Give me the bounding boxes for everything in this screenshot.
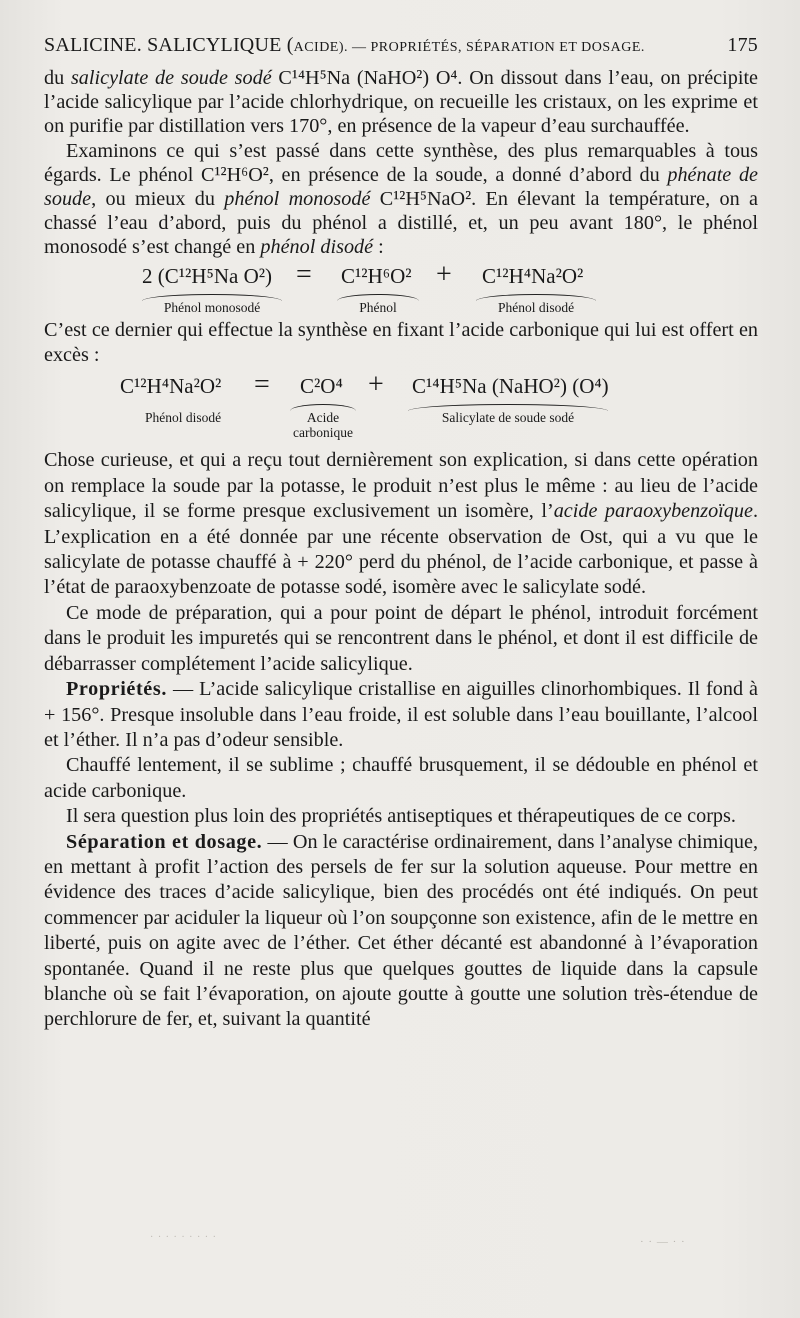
- compound-label: Phénol disodé: [144, 410, 222, 426]
- compound-label: Phénol disodé: [497, 299, 575, 315]
- plus-sign: +: [368, 369, 384, 401]
- paragraph-3: C’est ce dernier qui effectue la synthèse en fixant l’acide carbonique qui lui est offert en excès :: [44, 318, 758, 367]
- section-heading: Séparation et dosage.: [66, 830, 263, 853]
- page-body: [44, 66, 758, 1033]
- paragraph-8: Il sera question plus loin des propriétés antiseptiques et thérapeutiques de ce corps.: [66, 805, 736, 828]
- paragraph-7: Chauffé lentement, il se sublime ; chauffé brusquement, il se dédouble en phénol et acide carbonique.: [44, 754, 758, 802]
- bleed-through-mark: · · — · ·: [640, 1236, 686, 1248]
- paragraph-4: Chose curieuse, et qui a reçu tout dernièrement son explication, si dans cette opération on remplace la soude par la potasse, le produit n’est plus le même : au lieu de l’acide salicylique, il se forme presque exclusivement un isomère, l’acide paraoxybenzoïque. L’explication en a été donnée par une récente observation de Ost, qui a vu que le salicylate de potasse chauffé à + 220° perd du phénol, de l’acide carbonique, et passe à l’état de paraoxybenzoate de potasse sodé, isomère avec le salicylate sodé.: [44, 449, 758, 599]
- equation-term: C¹²H⁶O²: [341, 263, 412, 288]
- page-number: 175: [727, 34, 758, 56]
- equals-sign: =: [296, 258, 312, 290]
- equation-term: C¹²H⁴Na²O²: [120, 374, 222, 399]
- paragraph-separation: Séparation et dosage. — On le caractérise ordinairement, dans l’analyse chimique, en mettant à profit l’action des persels de fer sur la solution aqueuse. Pour mettre en évidence des traces d’acide salicylique, bien des procédés ont été indiqués. On peut commencer par aciduler la liqueur où l’on soupçonne son existence, afin de le mettre en liberté, puis on agite avec de l’éther. Cet éther décanté est abandonné à l’évaporation spontanée. Quand il ne reste plus que quelques gouttes de liquide dans la capsule blanche où se fait l’évaporation, on ajoute goutte à goutte une solution très-étendue de perchlorure de fer, et, suivant la quantité: [44, 830, 758, 1031]
- paragraph-proprietes: Propriétés. — L’acide salicylique cristallise en aiguilles clinorhombiques. Il fond à + 156°. Presque insoluble dans l’eau froide, il est soluble dans l’eau bouillante, l’alcool et l’éther. Il n’a pas d’odeur sensible.: [44, 678, 758, 751]
- equation-term: C¹²H⁴Na²O²: [482, 263, 584, 288]
- running-header: [44, 34, 758, 64]
- paragraph-2: Examinons ce qui s’est passé dans cette synthèse, des plus remarquables à tous égards. Le phénol C¹²H⁶O², en présence de la soude, a donné d’abord du phénate de soude, ou mieux du phénol monosodé C¹²H⁵NaO². En élevant la température, on a chassé l’eau d’abord, puis du phénol a distillé, et, un peu avant 180°, le phénol monosodé s’est changé en phénol disodé :: [44, 139, 758, 259]
- section-heading: Propriétés.: [66, 678, 167, 701]
- equation-term: C¹⁴H⁵Na (NaHO²) (O⁴): [412, 374, 609, 399]
- equation-term: C²O⁴: [300, 374, 343, 399]
- equation-term: 2 (C¹²H⁵Na O²): [142, 263, 273, 288]
- bleed-through-text: · · · · · · · · ·: [150, 1232, 217, 1243]
- equation-phenol-disode: [44, 258, 758, 318]
- compound-label: Salicylate de soude sodé: [441, 410, 575, 426]
- paragraph-5: Ce mode de préparation, qui a pour point de départ le phénol, introduit forcément dans le produit les impuretés qui se rencontrent dans le phénol, et dont il est difficile de débarrasser complétement l’acide salicylique.: [44, 601, 758, 675]
- plus-sign: +: [436, 258, 452, 290]
- compound-label: Phénol: [359, 299, 397, 315]
- paragraph-1: du salicylate de soude sodé C¹⁴H⁵Na (NaHO²) O⁴. On dissout dans l’eau, on précipite l’acide salicylique par l’acide chlorhydrique, on recueille les cristaux, on les exprime et on purifie par distillation vers 170°, en présence de la vapeur d’eau surchauffée.: [44, 67, 759, 138]
- compound-label: Acide carbonique: [293, 410, 353, 441]
- equals-sign: =: [254, 369, 270, 401]
- running-title: SALICINE. SALICYLIQUE (ACIDE). — PROPRIÉTÉS, SÉPARATION ET DOSAGE.: [44, 34, 645, 56]
- compound-label: Phénol monosodé: [163, 299, 261, 315]
- equation-synthese: [44, 369, 758, 448]
